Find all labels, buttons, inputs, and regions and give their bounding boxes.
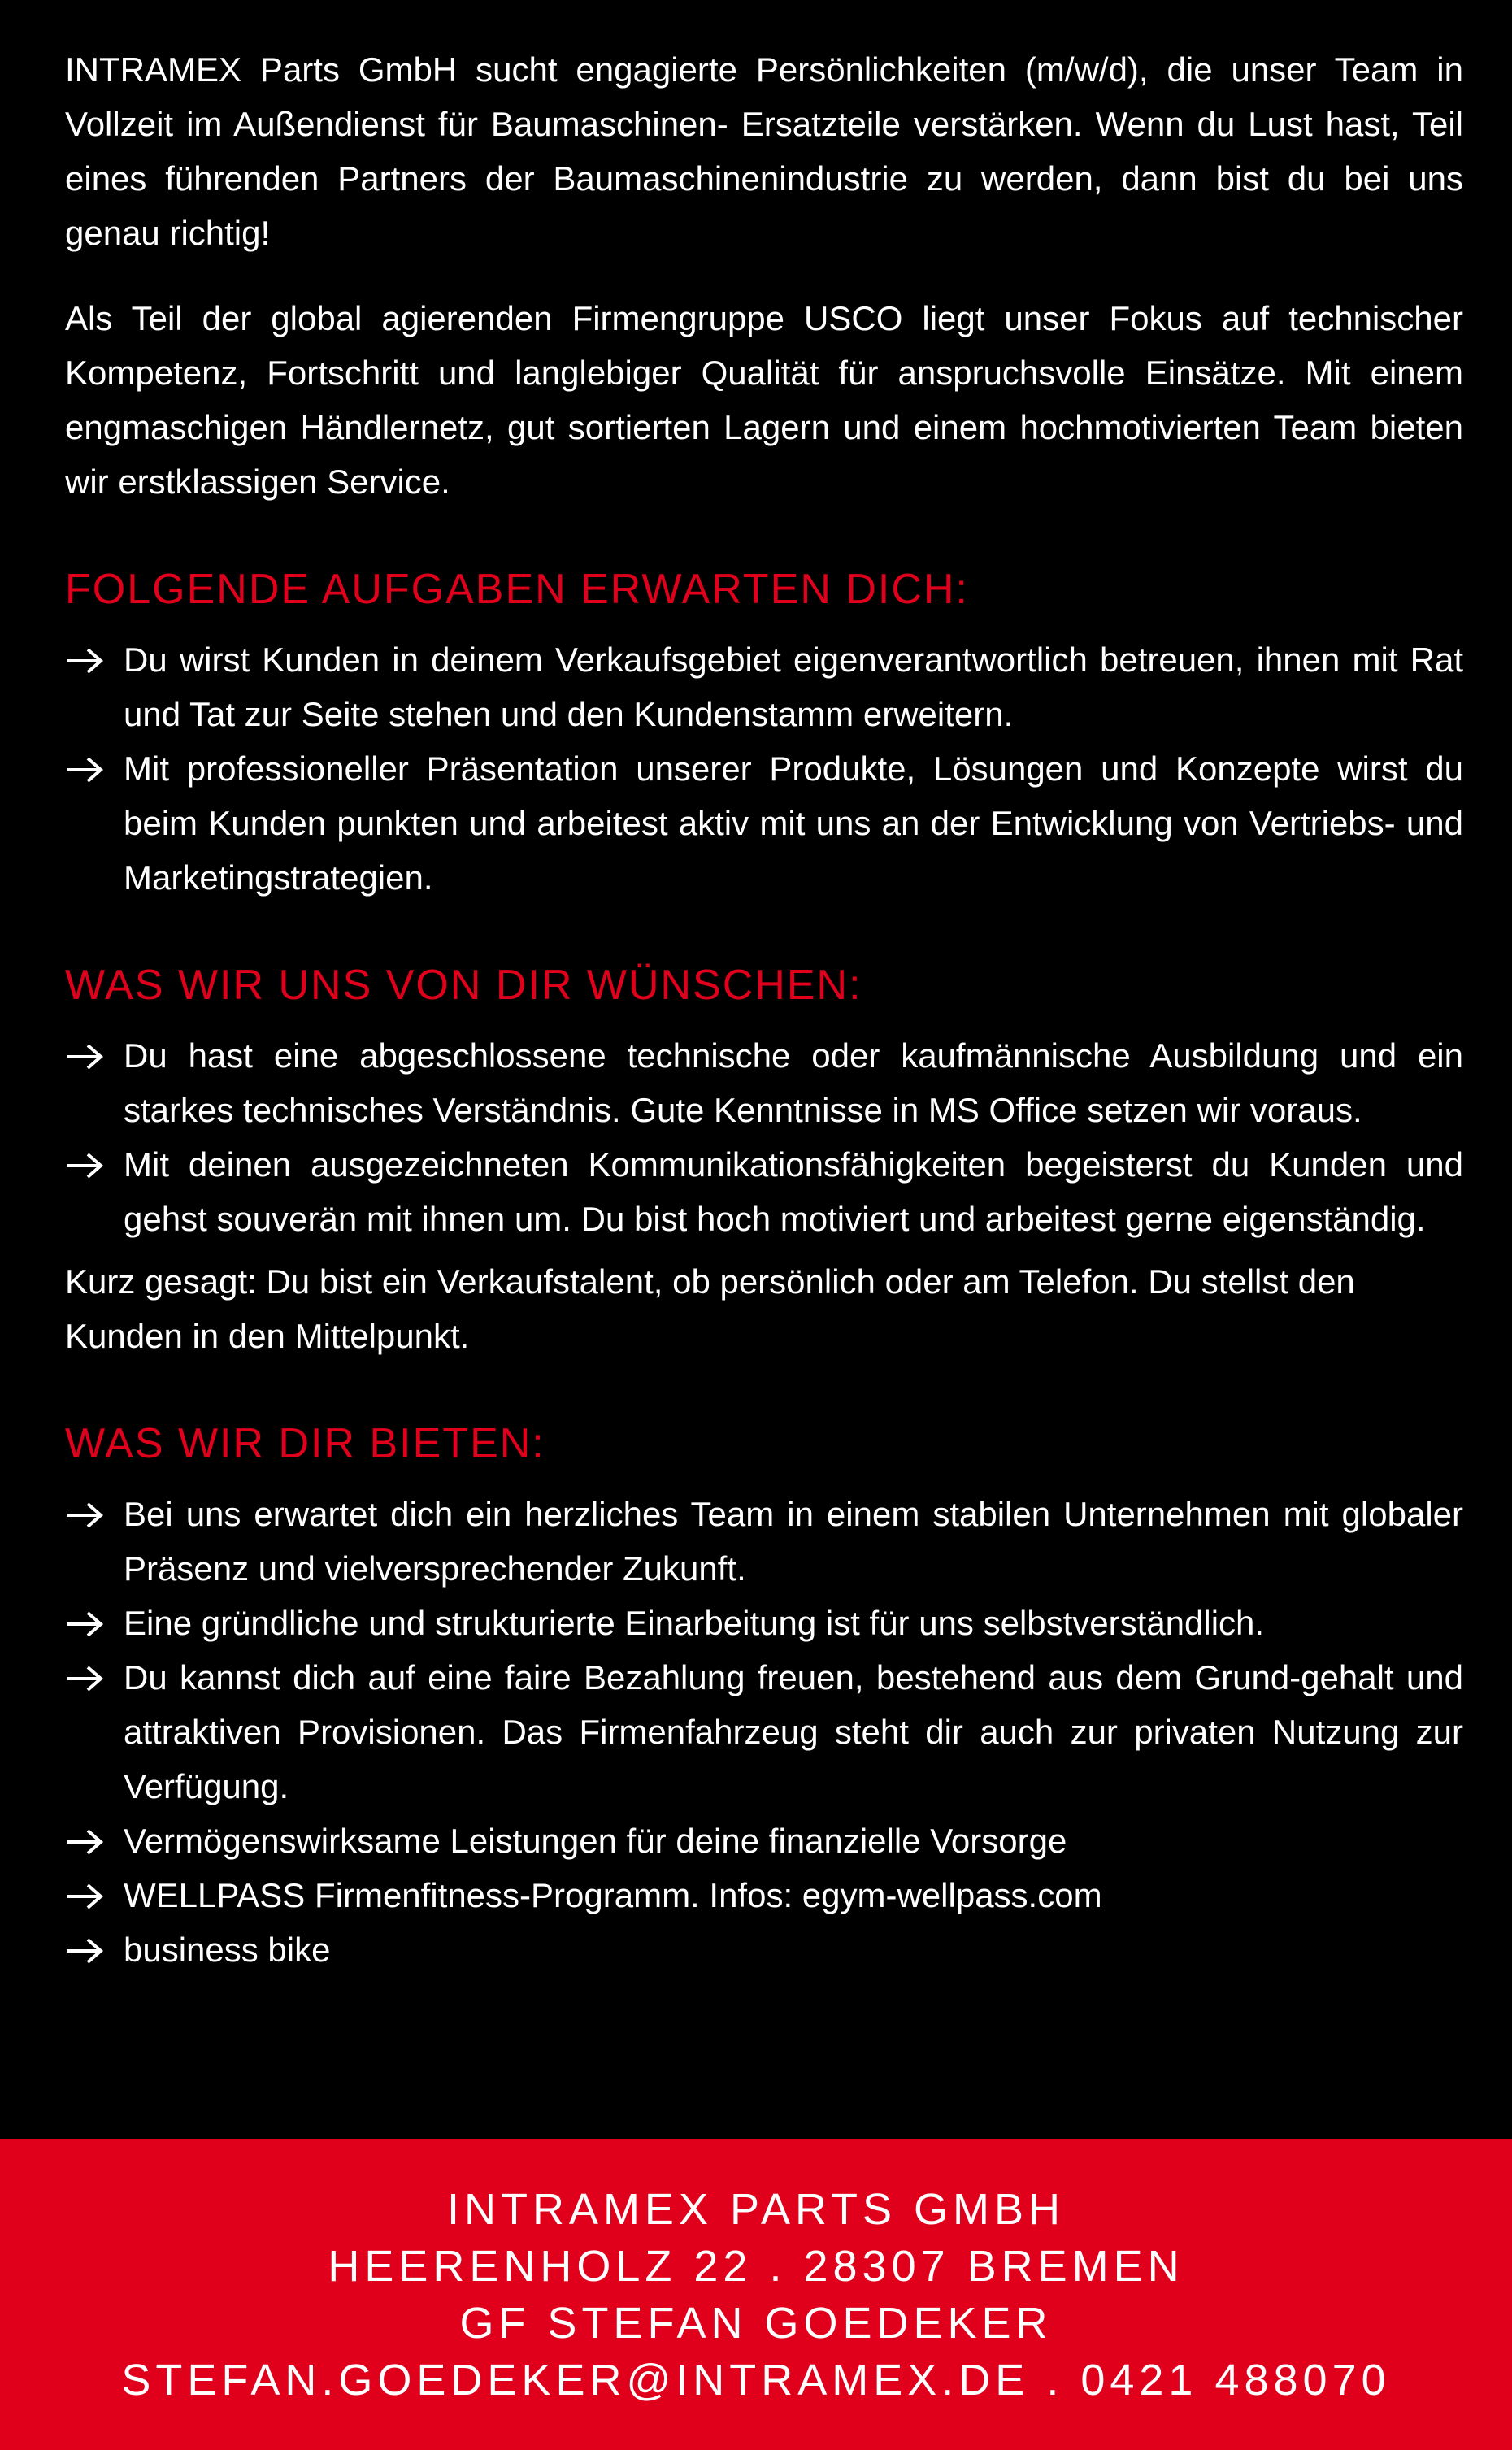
intro-paragraph-1: INTRAMEX Parts GmbH sucht engagierte Persönlichkeiten (m/w/d), die unser Team in Vollzeit im Außendienst für Baumaschinen- Ersatzteile verstärken. Wenn du Lust hast, Teil eines führenden Partners der Baumaschinenindustrie zu werden, dann bist du bei uns genau richtig! <box>65 50 1463 252</box>
list-item <box>65 632 1463 741</box>
requirements-list <box>65 1028 1463 1246</box>
requirements-heading: WAS WIR UNS VON DIR WÜNSCHEN: <box>65 962 862 1009</box>
list-item-text: Du hast eine abgeschlossene technische oder kaufmännische Ausbildung und ein starkes technisches Verständnis. Gute Kenntnisse in MS Office setzen wir voraus. <box>124 1036 1463 1129</box>
list-item <box>65 741 1463 905</box>
arrow-right-icon <box>65 647 104 675</box>
list-item <box>65 1137 1463 1246</box>
intro-paragraph-2: Als Teil der global agierenden Firmengruppe USCO liegt unser Fokus auf technischer Kompetenz, Fortschritt und langlebiger Qualität für anspruchsvolle Einsätze. Mit einem engmaschigen Händlernetz, gut sortierten Lagern und einem hochmotivierten Team bieten wir erstklassigen Service. <box>65 299 1463 501</box>
requirements-summary: Kurz gesagt: Du bist ein Verkaufstalent, ob persönlich oder am Telefon. Du stellst den Kunden in den Mittelpunkt. <box>65 1262 1355 1355</box>
offer-list <box>65 1487 1463 1977</box>
list-item-text: WELLPASS Firmenfitness-Programm. Infos: egym-wellpass.com <box>124 1876 1102 1914</box>
list-item-text: Bei uns erwartet dich ein herzliches Team in einem stabilen Unternehmen mit globaler Präsenz und vielversprechender Zukunft. <box>124 1495 1463 1588</box>
arrow-right-icon <box>65 1152 104 1179</box>
footer-company: INTRAMEX PARTS GMBH <box>446 2185 1066 2234</box>
list-item <box>65 1922 1463 1977</box>
list-item <box>65 1650 1463 1814</box>
list-item-text: business bike <box>124 1931 331 1969</box>
arrow-right-icon <box>65 1883 104 1910</box>
contact-footer <box>0 2139 1512 2450</box>
list-item-text: Du wirst Kunden in deinem Verkaufsgebiet eigenverantwortlich betreuen, ihnen mit Rat und Tat zur Seite stehen und den Kundenstamm erweitern. <box>124 641 1463 733</box>
list-item-text: Vermögenswirksame Leistungen für deine finanzielle Vorsorge <box>124 1822 1067 1860</box>
arrow-right-icon <box>65 1828 104 1856</box>
tasks-list <box>65 632 1463 905</box>
list-item <box>65 1814 1463 1868</box>
tasks-heading: FOLGENDE AUFGABEN ERWARTEN DICH: <box>65 566 969 613</box>
job-ad-content <box>65 42 1463 1977</box>
footer-manager: GF STEFAN GOEDEKER <box>459 2299 1053 2348</box>
list-item <box>65 1596 1463 1650</box>
list-item <box>65 1487 1463 1596</box>
arrow-right-icon <box>65 1043 104 1071</box>
arrow-right-icon <box>65 1665 104 1692</box>
list-item-text: Eine gründliche und strukturierte Einarbeitung ist für uns selbstverständlich. <box>124 1604 1265 1642</box>
list-item-text: Du kannst dich auf eine faire Bezahlung freuen, bestehend aus dem Grund-gehalt und attraktiven Provisionen. Das Firmenfahrzeug steht dir auch zur privaten Nutzung zur Verfügung. <box>124 1658 1463 1805</box>
arrow-right-icon <box>65 1937 104 1965</box>
arrow-right-icon <box>65 756 104 784</box>
list-item-text: Mit professioneller Präsentation unserer Produkte, Lösungen und Konzepte wirst du beim Kunden punkten und arbeitest aktiv mit uns an der Entwicklung von Vertriebs- und Marketingstrategien. <box>124 749 1463 897</box>
arrow-right-icon <box>65 1501 104 1529</box>
offer-heading: WAS WIR DIR BIETEN: <box>65 1420 545 1467</box>
list-item-text: Mit deinen ausgezeichneten Kommunikationsfähigkeiten begeisterst du Kunden und gehst souverän mit ihnen um. Du bist hoch motiviert und arbeitest gerne eigenständig. <box>124 1145 1463 1238</box>
arrow-right-icon <box>65 1610 104 1638</box>
footer-contact: STEFAN.GOEDEKER@INTRAMEX.DE . 0421 488070 <box>121 2356 1391 2404</box>
list-item <box>65 1028 1463 1137</box>
footer-address: HEERENHOLZ 22 . 28307 BREMEN <box>328 2242 1184 2291</box>
list-item <box>65 1868 1463 1922</box>
